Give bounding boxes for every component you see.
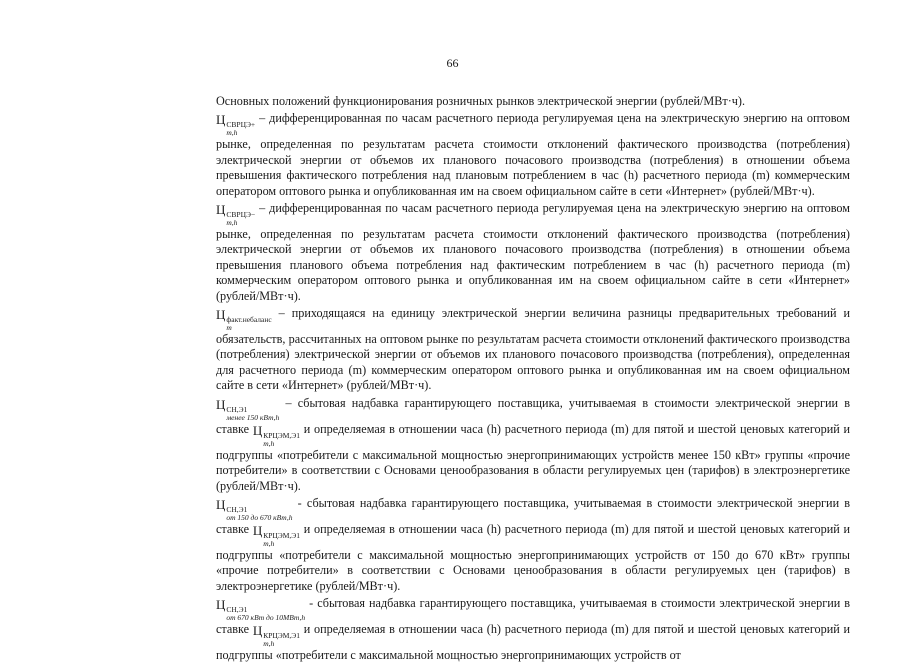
price-symbol: Ц факт.небаланс m — [216, 307, 272, 333]
paragraph-definition: Ц СН,Э1 менее 150 кВт,h – сбытовая надбавка гарантирующего поставщика, учитываемая в стоимости электрической энергии в ставке Ц КРЦЭМ,Э1 m,h и определяемая в отношении часа (h) расчетного периода (m) для пятой и шестой ценовых категорий и подгруппы «потребители с максимальной мощностью энергопринимающих устройств менее 150 кВт» группы «прочие потребители» в соответствии с Основами ценообразования в области регулируемых цен (тарифов) в электроэнергетике (рублей/МВт·ч). — [216, 395, 851, 493]
price-symbol: Ц СВРЦЭ− m,h — [216, 202, 256, 228]
paragraph-definition: Ц СВРЦЭ− m,h – дифференцированная по часам расчетного периода регулируемая цена на электрическую энергию на оптовом рынке, определенная по результатам расчета стоимости отклонений фактического производства (потребления) электрической энергии от объемов их планового почасового производства (потребления) в отношении объема превышения планового объема потребления над фактическим потреблением в час (h) расчетного периода (m) коммерческим оператором оптового рынка и опубликованная им на своем официальном сайте в сети «Интернет» (рублей/МВт·ч). — [216, 201, 851, 303]
rate-symbol: Ц КРЦЭМ,Э1 m,h — [252, 422, 301, 448]
document-body — [216, 94, 850, 666]
paragraph-definition: Ц СН,Э1 от 670 кВт до 10МВт,h - сбытовая надбавка гарантирующего поставщика, учитываемая в стоимости электрической энергии в ставке Ц КРЦЭМ,Э1 m,h и определяемая в отношении часа (h) расчетного периода (m) для пятой и шестой ценовых категорий и подгруппы «потребители с максимальной мощностью энергопринимающих устройств от — [216, 596, 851, 663]
price-symbol: Ц СН,Э1 менее 150 кВт,h — [216, 396, 280, 422]
paragraph-definition: Ц СН,Э1 от 150 до 670 кВт,h - сбытовая надбавка гарантирующего поставщика, учитываемая в стоимости электрической энергии в ставке Ц КРЦЭМ,Э1 m,h и определяемая в отношении часа (h) расчетного периода (m) для пятой и шестой ценовых категорий и подгруппы «потребители с максимальной мощностью энергопринимающих устройств от 150 до 670 кВт» группы «прочие потребители» в соответствии с Основами ценообразования в области регулируемых цен (тарифов) в электроэнергетике (рублей/МВт·ч). — [216, 495, 851, 593]
paragraph-intro — [216, 94, 850, 109]
rate-symbol: Ц КРЦЭМ,Э1 m,h — [252, 522, 301, 548]
price-symbol: Ц СВРЦЭ+ m,h — [216, 112, 256, 138]
paragraph-text: Основных положений функционирования розничных рынков электрической энергии (рублей/МВт·ч). — [216, 94, 745, 108]
page-number: 66 — [446, 56, 459, 70]
rate-symbol: Ц КРЦЭМ,Э1 m,h — [252, 623, 301, 649]
price-symbol: Ц СН,Э1 от 150 до 670 кВт,h — [216, 496, 293, 522]
price-symbol: Ц СН,Э1 от 670 кВт до 10МВт,h — [216, 597, 306, 623]
paragraph-definition: Ц СВРЦЭ+ m,h – дифференцированная по часам расчетного периода регулируемая цена на электрическую энергию на оптовом рынке, определенная по результатам расчета стоимости отклонений фактического производства (потребления) электрической энергии от объемов их планового почасового производства (потребления) в отношении объема превышения фактического потребления над плановым потреблением в час (h) расчетного периода (m) коммерческим оператором оптового рынка и опубликованная им на своем официальном сайте в сети «Интернет» (рублей/МВт·ч). — [216, 111, 851, 198]
paragraph-definition: Ц факт.небаланс m – приходящаяся на единицу электрической энергии величина разницы предварительных требований и обязательств, рассчитанных на оптовом рынке по результатам расчета стоимости отклонений фактического производства (потребления) электрической энергии от объемов их планового почасового производства (потребления), определенная для расчетного периода (m) коммерческим оператором оптового рынка и опубликованная им на своем официальном сайте в сети «Интернет» (рублей/МВт·ч). — [216, 306, 851, 393]
